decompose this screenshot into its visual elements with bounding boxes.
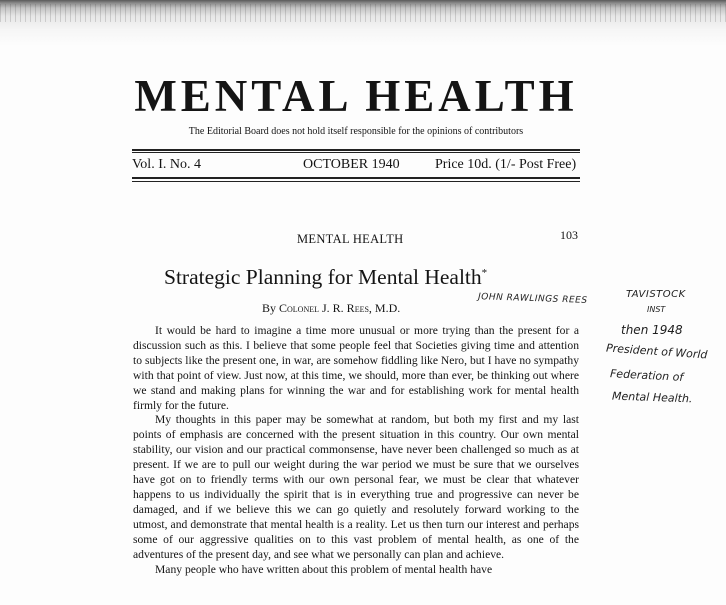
issue-price: Price 10d. (1/- Post Free)	[435, 157, 577, 172]
author-name: Colonel J. R. Rees, M.D.	[279, 301, 401, 315]
handwritten-name-note: JOHN RAWLINGS REES	[477, 292, 588, 306]
handwritten-date-note: then 1948	[621, 323, 683, 337]
page-number: 103	[560, 228, 578, 242]
handwritten-institute: TAVISTOCK	[626, 289, 686, 300]
paragraph: My thoughts in this paper may be somewhat at random, but both my first and my last points of emphasis are concerned with the present situation in this country. Our own mental stability, our vision and our practical commonsense, have never been challenged so much as at present. If we are to pull our weight during the war period we must be sure that we ourselves have got on to friendly terms with our own personal fear, we must be clear that whatever happens to us individually the spirit that is in everything true and progressive can never be damaged, and if we believe this we can go quietly and resolutely forward working to the utmost, and demonstrate that mental health is a reality. Let us then turn our interest and perhaps some of our aggressive qualities on to this vast problem of mental health, as one of the adventures of the present day, and see what we personally can plan and achieve.	[133, 413, 579, 561]
byline-prefix: By	[262, 301, 277, 315]
handwritten-president-note: President of World	[605, 341, 708, 362]
article-body	[133, 324, 579, 577]
editorial-disclaimer: The Editorial Board does not hold itself responsible for the opinions of contributors	[188, 126, 524, 137]
paragraph: Many people who have written about this problem of mental health have	[155, 562, 493, 576]
paragraph: It would be hard to imagine a time more unusual or more trying than the present for a discussion such as this. I believe that some people feel that Societies giving time and attention to subjects like the present one, in war, are somehow fiddling like Nero, but I have no sympathy with that point of view. Just now, at this time, we should, more than ever, be thinking out where we stand and making plans for winning the war and for establishing work for mental health firmly for the future.	[133, 324, 579, 412]
article-title	[164, 265, 487, 290]
volume-number: Vol. I. No. 4	[132, 157, 201, 172]
byline	[262, 301, 400, 316]
running-head: MENTAL HEALTH	[297, 232, 404, 246]
issue-line	[132, 157, 580, 177]
scan-top-edge	[0, 0, 726, 46]
masthead-rule-top	[132, 149, 580, 151]
handwritten-institute-2: INST	[647, 305, 666, 314]
footnote-marker: *	[481, 266, 488, 279]
scan-noise	[0, 4, 726, 22]
handwritten-federation-note: Federation of	[609, 367, 684, 384]
article-title-text: Strategic Planning for Mental Health	[164, 265, 482, 289]
masthead-rule-bottom	[132, 177, 580, 179]
issue-date: OCTOBER 1940	[303, 157, 400, 172]
journal-title: MENTAL HEALTH	[134, 71, 578, 121]
masthead-rule-bottom-2	[132, 181, 580, 182]
masthead-rule-top-2	[132, 152, 580, 153]
handwritten-mental-health-note: Mental Health.	[611, 389, 693, 406]
